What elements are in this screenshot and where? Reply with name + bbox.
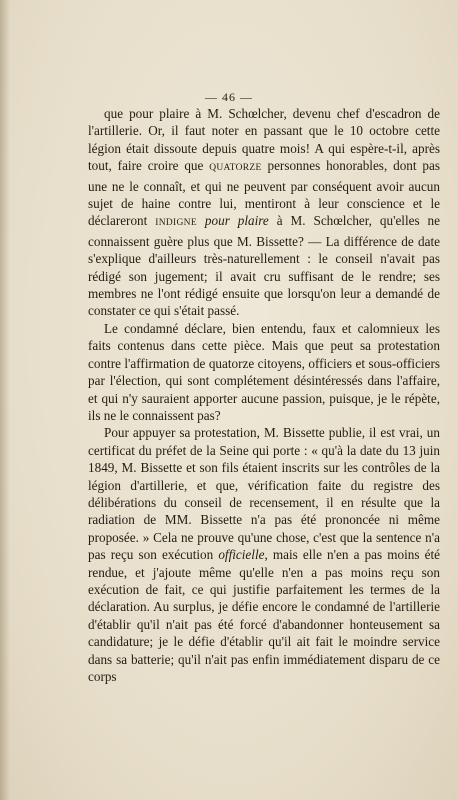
small-caps-text: INDIGNE bbox=[155, 218, 197, 229]
text-run: à M. Schœlcher, qu'elles ne connaissent guère plus que M. Bissette? — La différence de date s'explique d'ailleurs très-naturellement : le conseil n'avait pas rédigé son jugement; il avait cru suffisant de le rendre; ses membres ne l'ont rédigé ensuite que lorsqu'on leur a demandé de constater ce qui s'était passé. bbox=[88, 213, 440, 319]
text-run bbox=[197, 213, 205, 228]
text-run: Pour appuyer sa protestation, M. Bissette publie, il est vrai, un certificat du préfet de la Seine qui porte : « qu'à la date du 13 juin 1849, M. Bissette et son fils étaient inscrits sur les contrôles de la légion d'artillerie, et que, vérification faite du registre des délibérations du conseil de recensement, il en résulte que la radiation de MM. Bissette n'a pas été prononcée ni même proposée. » Cela ne prouve qu'une chose, c'est que la sentence n'a pas reçu son exécution bbox=[88, 425, 440, 563]
italic-text: officielle bbox=[218, 547, 265, 563]
paragraph bbox=[88, 424, 440, 685]
text-run: personnes honorables, dont pas une ne le connaît, et qui ne peuvent par conséquent avoir aucun sujet de haine contre lui, mentiront à leur conscience et le déclareront bbox=[88, 158, 440, 229]
paragraph bbox=[88, 320, 440, 424]
body-text bbox=[88, 105, 440, 685]
small-caps-text: QUATORZE bbox=[209, 163, 262, 174]
text-run: , mais elle n'en a pas moins été rendue, et j'ajoute même qu'elle n'en a pas moins reçu son exécution de fait, ce qui justifie parfaitement les termes de la déclaration. Au surplus, je défie encore le condamné de l'artillerie d'établir qu'il n'ait pas été forcé d'abandonner honteusement sa candidature; je le défie d'établir qu'il ait fait le moindre service dans sa batterie; qu'il n'ait pas enfin immédiatement disparu de ce corps bbox=[88, 547, 440, 684]
page-number: — 46 — bbox=[205, 90, 253, 104]
binding-shadow bbox=[0, 0, 10, 800]
paragraph bbox=[88, 105, 440, 320]
text-run: Le condamné déclare, bien entendu, faux et calomnieux les faits contenus dans cette pièce. Mais que peut sa protestation contre l'affirmation de quatorze citoyens, officiers et sous-officiers par l'élection, qui sont complétement désintéressés dans l'affaire, et qui n'y sauraient apporter aucune passion, puisque, je le répète, ils ne le connaissent pas? bbox=[88, 320, 440, 423]
text-run: que pour plaire à M. Schœlcher, devenu chef d'escadron de l'artillerie. Or, il faut noter en passant que le 10 octobre cette légion était dissoute depuis quatre mois! A qui espère-t-il, après tout, faire croire que bbox=[88, 106, 440, 174]
italic-text: pour plaire bbox=[204, 213, 269, 229]
